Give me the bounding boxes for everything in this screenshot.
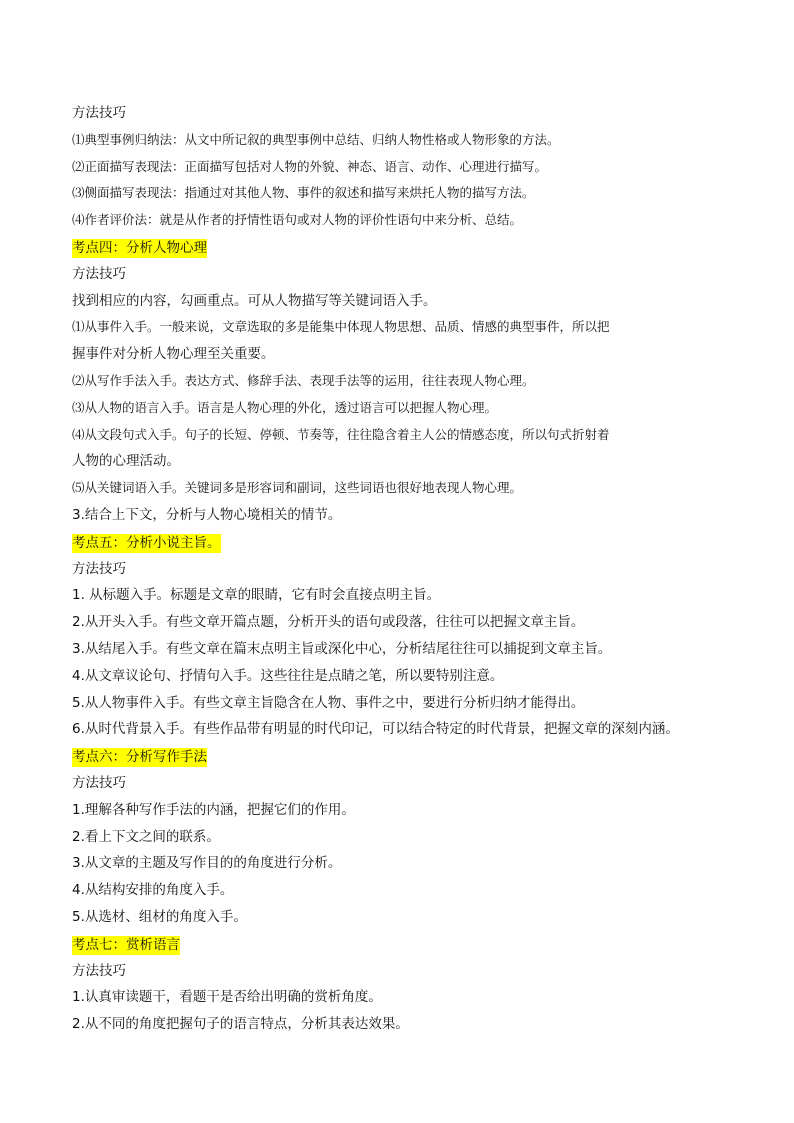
- method-label: 方法技巧: [72, 962, 126, 979]
- section-heading-text: 考点四：分析人物心理: [72, 239, 207, 256]
- section-heading-text: 考点七：赏析语言: [72, 936, 180, 953]
- list-item: 人物的心理活动。: [72, 453, 180, 470]
- list-item: 1.理解各种写作手法的内涵，把握它们的作用。: [72, 801, 355, 818]
- section-heading-text: 考点五：分析小说主旨。: [72, 534, 221, 551]
- list-item: 2.看上下文之间的联系。: [72, 828, 220, 845]
- list-item: 1.认真审读题干，看题干是否给出明确的赏析角度。: [72, 989, 382, 1006]
- list-item: 4.从结构安排的角度入手。: [72, 882, 234, 899]
- section-heading: [72, 529, 712, 556]
- section-heading-text: 考点六：分析写作手法: [72, 749, 207, 766]
- list-item: ⑶从人物的语言入手。语言是人物心理的外化，透过语言可以把握人物心理。: [72, 399, 498, 415]
- list-item: 6.从时代背景入手。有些作品带有明显的时代印记，可以结合特定的时代背景，把握文章的深刻内涵。: [72, 721, 679, 738]
- method-label: 方法技巧: [72, 265, 126, 282]
- list-item: 1. 从标题入手。标题是文章的眼睛，它有时会直接点明主旨。: [72, 587, 441, 604]
- list-item: ⑵从写作手法入手。表达方式、修辞手法、表现手法等的运用，往往表现人物心理。: [72, 372, 535, 388]
- list-item: ⑴从事件入手。一般来说，文章选取的多是能集中体现人物思想、品质、情感的典型事件，所以把: [72, 319, 610, 335]
- list-item: 5.从选材、组材的角度入手。: [72, 908, 247, 925]
- list-item: ⑷从文段句式入手。句子的长短、停顿、节奏等，往往隐含着主人公的情感态度，所以句式折射着: [72, 426, 610, 442]
- list-item: ⑶侧面描写表现法：指通过对其他人物、事件的叙述和描写来烘托人物的描写方法。: [72, 185, 535, 201]
- section-heading: [72, 931, 712, 958]
- method-label: 方法技巧: [72, 774, 126, 791]
- section-intro: 找到相应的内容，勾画重点。可从人物描写等关键词语入手。: [72, 292, 437, 309]
- list-item: ⑴典型事例归纳法：从文中所记叙的典型事例中总结、归纳人物性格或人物形象的方法。: [72, 131, 560, 147]
- method-label: 方法技巧: [72, 560, 126, 577]
- list-item: ⑵正面描写表现法：正面描写包括对人物的外貌、神态、语言、动作、心理进行描写。: [72, 158, 548, 174]
- list-item: 2.从不同的角度把握句子的语言特点，分析其表达效果。: [72, 1016, 409, 1033]
- list-item: 3.从文章的主题及写作目的的角度进行分析。: [72, 855, 342, 872]
- list-item: ⑸从关键词语入手。关键词多是形容词和副词，这些词语也很好地表现人物心理。: [72, 480, 523, 496]
- list-item: 4.从文章议论句、抒情句入手。这些往往是点睛之笔，所以要特别注意。: [72, 667, 504, 684]
- document-page: [72, 100, 712, 1038]
- section-heading: [72, 234, 712, 261]
- list-item: ⑷作者评价法：就是从作者的抒情性语句或对人物的评价性语句中来分析、总结。: [72, 212, 523, 228]
- list-item: 2.从开头入手。有些文章开篇点题，分析开头的语句或段落，往往可以把握文章主旨。: [72, 614, 585, 631]
- list-item: 3.结合上下文，分析与人物心境相关的情节。: [72, 506, 342, 523]
- section-heading: [72, 743, 712, 770]
- method-label: 方法技巧: [72, 105, 126, 121]
- list-item: 3.从结尾入手。有些文章在篇末点明主旨或深化中心，分析结尾往往可以捕捉到文章主旨。: [72, 640, 612, 657]
- list-item: 5.从人物事件入手。有些文章主旨隐含在人物、事件之中，要进行分析归纳才能得出。: [72, 694, 585, 711]
- list-item: 握事件对分析人物心理至关重要。: [72, 346, 275, 363]
